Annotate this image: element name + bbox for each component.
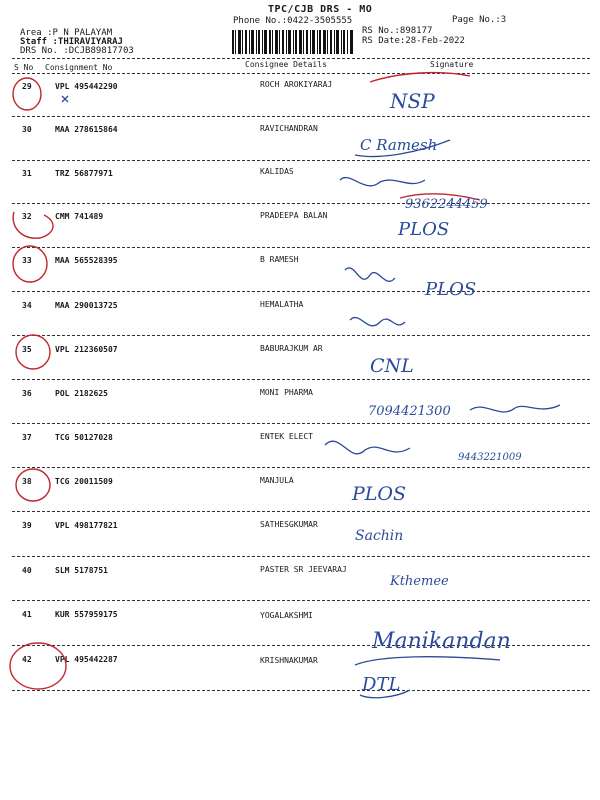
row-41-sno: 41 (22, 610, 32, 619)
row-42-consignment: VPL 495442287 (55, 655, 118, 664)
row-39-consignment: VPL 498177821 (55, 521, 118, 530)
drs-number: DRS No. :DCJB89817703 (20, 46, 134, 56)
row-38-consignee: MANJULA (260, 476, 294, 485)
row-35-consignee: BABURAJKUM AR (260, 344, 323, 353)
row-31-consignee: KALIDAS (260, 167, 294, 176)
row-33-consignment: MAA 565528395 (55, 256, 118, 265)
signature-36: 7094421300 (368, 404, 451, 419)
row-42-consignee: KRISHNAKUMAR (260, 656, 318, 665)
row-38-sno: 38 (22, 477, 32, 486)
col-signature-heading: Signature (430, 60, 474, 69)
signature-flourish (325, 441, 410, 454)
row-31-sno: 31 (22, 169, 32, 178)
row-divider (12, 467, 590, 468)
row-31-consignment: TRZ 56877971 (55, 169, 113, 178)
row-41-consignment: KUR 557959175 (55, 610, 118, 619)
document-title: TPC/CJB DRS - MO (268, 4, 373, 15)
row-36-sno: 36 (22, 389, 32, 398)
row-37-consignee: ENTEK ELECT (260, 432, 313, 441)
row-32-consignment: CMM 741489 (55, 212, 104, 221)
page-number: Page No.:3 (452, 15, 507, 25)
row-32-consignee: PRADEEPA BALAN (260, 211, 328, 220)
signature-42: DTL (362, 674, 401, 695)
row-38-consignment: TCG 20011509 (55, 477, 113, 486)
signature-38: PLOS (352, 483, 406, 505)
row-34-consignment: MAA 290013725 (55, 301, 118, 310)
staff-label: Staff :THIRAVIYARAJ (20, 37, 123, 47)
signature-39: Sachin (355, 528, 404, 544)
red-stroke-mark (370, 73, 470, 82)
red-circle-mark (13, 212, 53, 238)
row-36-consignment: POL 2182625 (55, 389, 108, 398)
row-divider (12, 247, 590, 248)
signature-32: PLOS (398, 219, 450, 240)
row-42-sno: 42 (22, 655, 32, 664)
row-39-sno: 39 (22, 521, 32, 530)
row-divider (12, 291, 590, 292)
signature-flourish (350, 318, 405, 326)
signature-flourish (355, 140, 450, 157)
header-bottom-rule (12, 73, 590, 74)
row-39-consignee: SATHESGKUMAR (260, 520, 318, 529)
row-40-consignee: PASTER SR JEEVARAJ (260, 565, 347, 574)
row-34-sno: 34 (22, 301, 32, 310)
phone-number: Phone No.:0422-3505555 (233, 16, 353, 26)
row-divider (12, 160, 590, 161)
row-30-consignment: MAA 278615864 (55, 125, 118, 134)
row-33-sno: 33 (22, 256, 32, 265)
rs-date: RS Date:28-Feb-2022 (362, 36, 465, 46)
signature-flourish (360, 690, 410, 698)
col-sno-heading: S No (14, 63, 34, 72)
barcode-icon (232, 30, 354, 54)
signature-flourish (340, 178, 425, 186)
row-37-consignment: TCG 50127028 (55, 433, 113, 442)
row-30-consignee: RAVICHANDRAN (260, 124, 318, 133)
signature-33: PLOS (425, 279, 477, 300)
row-divider (12, 556, 590, 557)
red-circle-mark (10, 643, 66, 689)
signature-40: Kthemee (390, 574, 449, 589)
row-divider (12, 600, 590, 601)
header-top-rule (12, 58, 590, 59)
row-40-sno: 40 (22, 566, 32, 575)
row-35-sno: 35 (22, 345, 32, 354)
signature-flourish (345, 268, 395, 281)
signature-37: 9443221009 (458, 452, 522, 463)
row-30-sno: 30 (22, 125, 32, 134)
signature-41: Manikandan (372, 629, 511, 654)
col-consignment-heading: Consignment No (45, 63, 113, 72)
row-33-consignee: B RAMESH (260, 255, 299, 264)
row-35-consignment: VPL 212360507 (55, 345, 118, 354)
signature-31: 9362244459 (405, 197, 488, 212)
row-34-consignee: HEMALATHA (260, 300, 304, 309)
row-divider (12, 335, 590, 336)
row-37-sno: 37 (22, 433, 32, 442)
row-divider (12, 379, 590, 380)
row-29-sno: 29 (22, 82, 32, 91)
row-41-consignee: YOGALAKSHMI (260, 611, 313, 620)
row-divider (12, 116, 590, 117)
row-divider (12, 203, 590, 204)
row-40-consignment: SLM 5178751 (55, 566, 108, 575)
row-32-sno: 32 (22, 212, 32, 221)
row-36-consignee: MONI PHARMA (260, 388, 313, 397)
row-divider (12, 423, 590, 424)
rs-number: RS No.:898177 (362, 26, 433, 36)
area-label: Area :P N PALAYAM (20, 28, 113, 38)
signature-30: C Ramesh (360, 136, 438, 154)
signature-flourish (470, 405, 560, 412)
signature-flourish (355, 657, 500, 665)
signature-29: NSP (390, 89, 435, 113)
row-divider (12, 690, 590, 691)
red-stroke-mark (400, 194, 480, 200)
row-divider (12, 511, 590, 512)
tick-mark (62, 96, 68, 102)
col-consignee-heading: Consignee Details (245, 60, 327, 69)
row-divider (12, 645, 590, 646)
signature-35: CNL (370, 355, 414, 377)
row-29-consignee: ROCH AROKIYARAJ (260, 80, 333, 89)
row-29-consignment: VPL 495442290 (55, 82, 118, 91)
